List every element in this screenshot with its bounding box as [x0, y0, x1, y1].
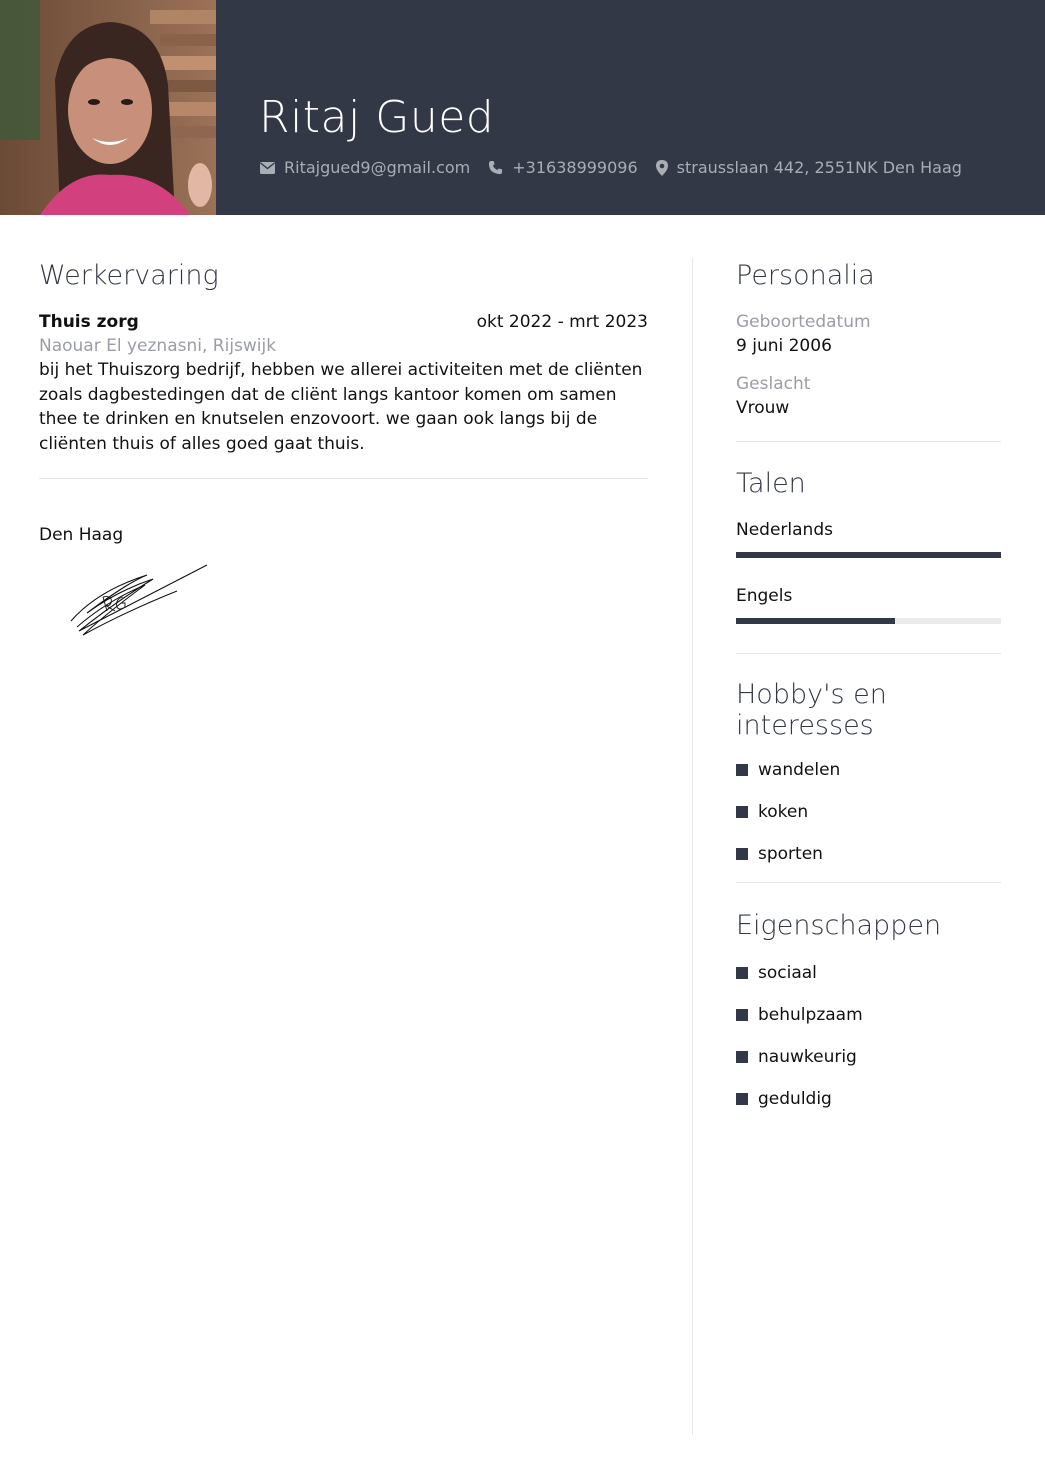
language-level-bar: [736, 618, 1001, 624]
phone-icon: [488, 160, 503, 175]
job-position: Thuis zorg: [39, 312, 139, 332]
sidebar-column: [736, 258, 1001, 1120]
main-column: [39, 258, 648, 641]
contact-address: [656, 158, 962, 177]
address-text: strausslaan 442, 2551NK Den Haag: [676, 158, 962, 177]
trait-label: geduldig: [758, 1089, 832, 1109]
header: [0, 0, 1045, 215]
square-bullet-icon: [736, 1051, 748, 1063]
job-header: [39, 310, 648, 334]
trait-label: sociaal: [758, 963, 817, 983]
signature-image: [67, 561, 217, 641]
profile-photo: [0, 0, 216, 215]
trait-item: [736, 952, 1001, 994]
hobby-item: [736, 833, 1001, 875]
languages-title: Talen: [736, 468, 806, 499]
birthdate-label: Geboortedatum: [736, 312, 871, 332]
map-pin-icon: [656, 160, 668, 176]
language-name: Nederlands: [736, 520, 833, 540]
contact-email: [260, 158, 470, 177]
language-list: [736, 518, 1001, 624]
personalia-title: Personalia: [736, 260, 875, 291]
envelope-icon: [260, 162, 275, 174]
gender-label: Geslacht: [736, 374, 811, 394]
language-item: [736, 518, 1001, 558]
hobby-list: [736, 749, 1001, 875]
experience-title: Werkervaring: [39, 260, 219, 291]
section-divider: [736, 882, 1001, 883]
email-text: Ritajgued9@gmail.com: [284, 158, 471, 177]
square-bullet-icon: [736, 1009, 748, 1021]
trait-item: [736, 1036, 1001, 1078]
hobby-label: koken: [758, 802, 809, 822]
section-divider: [736, 441, 1001, 442]
hobby-label: wandelen: [758, 760, 841, 780]
hobby-item: [736, 791, 1001, 833]
language-level-bar: [736, 552, 1001, 558]
square-bullet-icon: [736, 848, 748, 860]
trait-item: [736, 994, 1001, 1036]
job-description: bij het Thuiszorg bedrijf, hebben we allerei activiteiten met de cliënten zoals dagbestedingen dat de cliënt langs kantoor komen om samen thee te drinken en knutselen enzovoort. we gaan ook langs bij de cliënten thuis of alles goed gaat thuis.: [39, 360, 643, 454]
section-divider: [736, 653, 1001, 654]
square-bullet-icon: [736, 967, 748, 979]
trait-label: nauwkeurig: [758, 1047, 857, 1067]
language-name: Engels: [736, 586, 793, 606]
phone-text: +31638999096: [512, 158, 638, 177]
square-bullet-icon: [736, 806, 748, 818]
job-entry: [39, 310, 648, 456]
trait-item: [736, 1078, 1001, 1120]
hobby-label: sporten: [758, 844, 823, 864]
contact-phone: [488, 158, 637, 177]
language-level-fill: [736, 618, 895, 624]
birthdate-value: 9 juni 2006: [736, 336, 832, 356]
column-divider: [692, 258, 693, 1435]
job-company: Naouar El yeznasni, Rijswijk: [39, 336, 277, 356]
contact-bar: [260, 158, 980, 177]
language-level-fill: [736, 552, 1001, 558]
square-bullet-icon: [736, 764, 748, 776]
candidate-name: Ritaj Gued: [259, 92, 495, 143]
trait-list: [736, 952, 1001, 1120]
traits-title: Eigenschappen: [736, 910, 942, 941]
section-divider: [39, 478, 648, 479]
trait-label: behulpzaam: [758, 1005, 863, 1025]
gender-value: Vrouw: [736, 398, 790, 418]
language-item: [736, 584, 1001, 624]
job-dates: okt 2022 - mrt 2023: [476, 312, 648, 332]
hobby-item: [736, 749, 1001, 791]
signature-place: Den Haag: [39, 525, 124, 545]
square-bullet-icon: [736, 1093, 748, 1105]
hobbies-title: Hobby's en interesses: [736, 679, 887, 741]
